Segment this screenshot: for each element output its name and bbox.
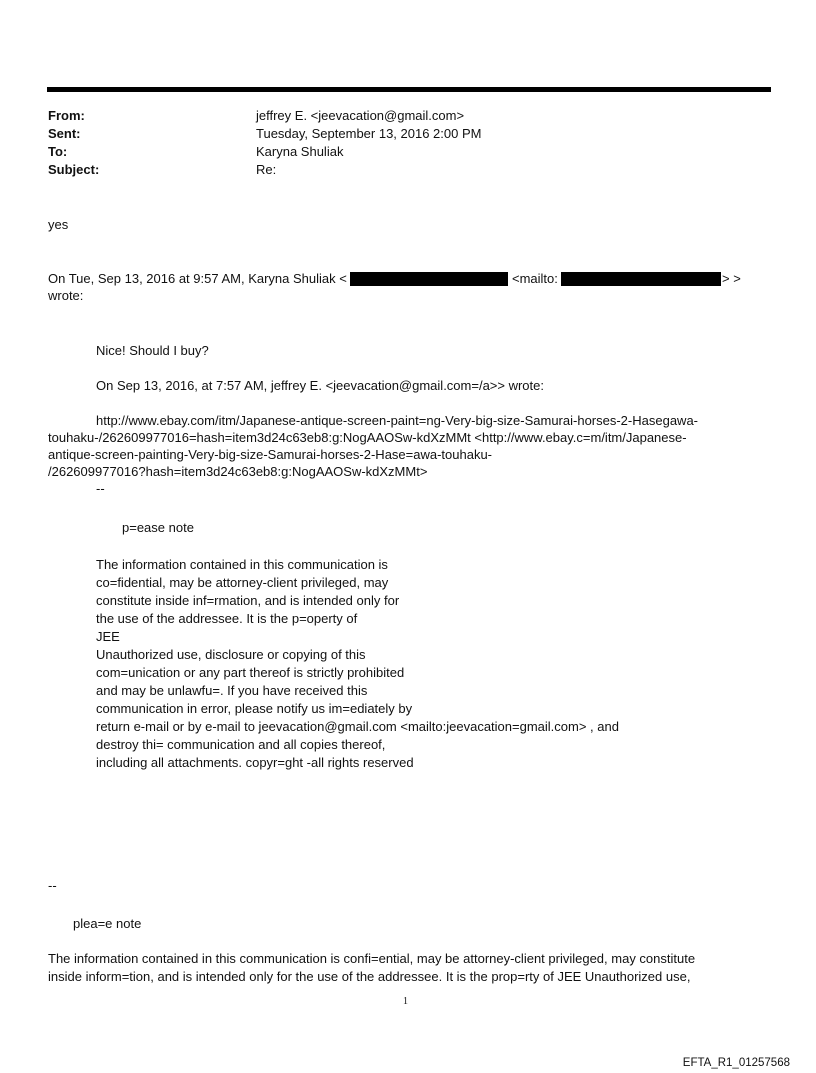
quote-intro-mailto: <mailto: [512, 271, 558, 286]
disclaimer-line: The information contained in this communication is [96, 557, 388, 572]
nested-intro: On Sep 13, 2016, at 7:57 AM, jeffrey E. <jeevacation@gmail.com=/a>> wrote: [96, 378, 544, 393]
disclaimer-line: com=unication or any part thereof is strictly prohibited [96, 665, 405, 680]
page-number: 1 [403, 996, 408, 1007]
disclaimer-line: destroy thi= communication and all copies thereof, [96, 737, 386, 752]
disclaimer-line: communication in error, please notify us im=ediately by [96, 701, 413, 716]
quote-intro-start: On Tue, Sep 13, 2016 at 9:57 AM, Karyna Shuliak < [48, 271, 347, 286]
signature-dash: -- [48, 878, 57, 893]
link-line[interactable]: http://www.ebay.com/itm/Japanese-antique-screen-paint=ng-Very-big-size-Samurai-horses-2-Hasegawa- [96, 413, 698, 428]
quote-intro-end: > > [722, 271, 741, 286]
to-label: To: [48, 144, 68, 159]
disclaimer-line: The information contained in this communication is confi=ential, may be attorney-client privileged, may constitute [48, 951, 696, 966]
disclaimer-line: constitute inside inf=rmation, and is intended only for [96, 593, 400, 608]
disclaimer-line: inside inform=tion, and is intended only for the use of the addressee. It is the prop=rty of JEE Unauthorized use, [48, 969, 691, 984]
signature-dash: -- [96, 481, 105, 496]
header-rule [47, 87, 771, 92]
disclaimer-line: and may be unlawfu=. If you have received this [96, 683, 368, 698]
disclaimer-line: including all attachments. copyr=ght -all rights reserved [96, 755, 414, 770]
sent-value: Tuesday, September 13, 2016 2:00 PM [256, 126, 482, 141]
disclaimer-line: the use of the addressee. It is the p=operty of [96, 611, 358, 626]
please-note: p=ease note [122, 520, 194, 535]
disclaimer-line: co=fidential, may be attorney-client privileged, may [96, 575, 389, 590]
redaction-box [561, 272, 721, 286]
disclaimer-line: JEE [96, 629, 120, 644]
redaction-box [350, 272, 508, 286]
to-value: Karyna Shuliak [256, 144, 344, 159]
quote-intro-wrote: wrote: [48, 288, 84, 303]
nested-reply: Nice! Should I buy? [96, 343, 209, 358]
disclaimer-line: return e-mail or by e-mail to jeevacation@gmail.com <mailto:jeevacation=gmail.com> , and [96, 719, 619, 734]
from-value: jeffrey E. <jeevacation@gmail.com> [256, 108, 465, 123]
link-line[interactable]: antique-screen-painting-Very-big-size-Samurai-horses-2-Hase=awa-touhaku- [48, 447, 493, 462]
subject-label: Subject: [48, 162, 100, 177]
disclaimer-line: Unauthorized use, disclosure or copying of this [96, 647, 366, 662]
from-label: From: [48, 108, 85, 123]
sent-label: Sent: [48, 126, 81, 141]
subject-value: Re: [256, 162, 277, 177]
document-id: EFTA_R1_01257568 [682, 1057, 790, 1069]
please-note: plea=e note [73, 916, 142, 931]
reply-text: yes [48, 217, 69, 232]
link-line[interactable]: /262609977016?hash=item3d24c63eb8:g:NogAAOSw-kdXzMMt> [48, 464, 428, 479]
link-line[interactable]: touhaku-/262609977016=hash=item3d24c63eb8:g:NogAAOSw-kdXzMMt <http://www.ebay.c=m/itm/Japanese- [48, 430, 687, 445]
